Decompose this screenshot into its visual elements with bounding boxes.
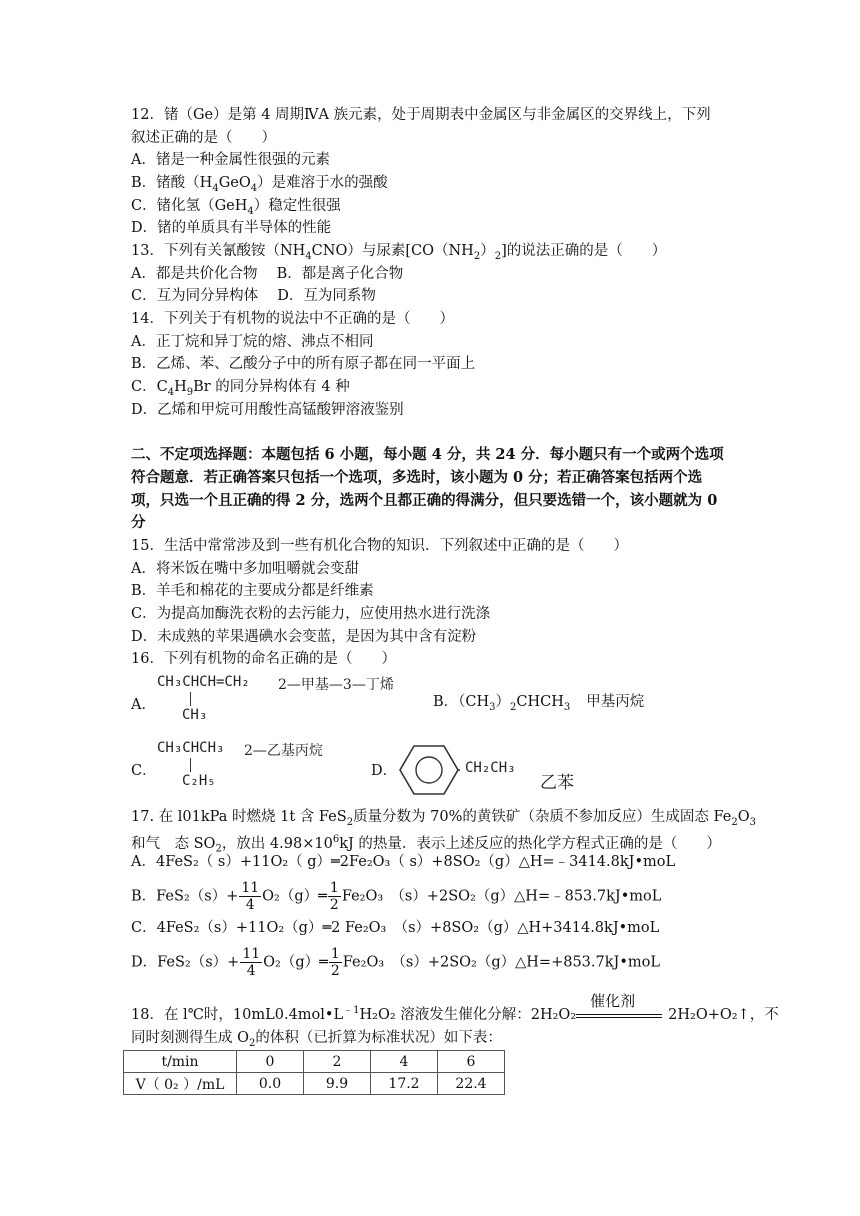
catalyst-label: 催化剂 bbox=[590, 991, 636, 1010]
fraction bbox=[240, 946, 262, 979]
q12-stem-line1: 12．锗（Ge）是第 4 周期ⅣA 族元素，处于周期表中金属区与非金属区的交界线上，下列 bbox=[131, 107, 711, 123]
sub: 2 bbox=[249, 1037, 256, 1049]
table-cell: 9.9 bbox=[304, 1073, 371, 1095]
q16-d-name: 乙苯 bbox=[540, 773, 574, 793]
sup: 6 bbox=[332, 834, 340, 845]
fraction-den: 2 bbox=[330, 963, 340, 979]
section2-line1: 二、不定项选择题：本题包括 6 小题，每小题 4 分，共 24 分．每小题只有一个或两个选项 bbox=[131, 446, 724, 463]
table-cell: t/min bbox=[124, 1051, 237, 1073]
q18-stem-line1 bbox=[131, 991, 779, 1025]
table-row bbox=[124, 1073, 505, 1095]
q16-b-pre: B．（CH bbox=[433, 694, 490, 710]
sub: 2 bbox=[494, 250, 502, 262]
fraction-num: 11 bbox=[242, 946, 261, 962]
arrow-line-top bbox=[576, 1014, 662, 1015]
q17-option-b bbox=[131, 880, 661, 913]
q17-stem2-pre: 和气 态 SO bbox=[131, 835, 216, 852]
q16-b-name: 甲基丙烷 bbox=[586, 694, 645, 710]
q16-c-branch: C₂H₅ bbox=[182, 773, 216, 789]
q17-stem2-post: kJ 的热量．表示上述反应的热化学方程式正确的是（ ） bbox=[339, 835, 721, 852]
table-row bbox=[124, 1051, 505, 1073]
table-cell: 22.4 bbox=[438, 1073, 505, 1095]
q17-stem1-mid: 质量分数为 70%的黄铁矿（杂质不参加反应）生成固态 Fe bbox=[353, 809, 732, 825]
q15-option-b: B．羊毛和棉花的主要成分都是纤维素 bbox=[131, 583, 374, 599]
table-cell: 0.0 bbox=[237, 1073, 304, 1095]
q17-stem2-mid: ，放出 4.98×10 bbox=[221, 835, 333, 852]
table-cell: V（ 0₂ ）/mL bbox=[124, 1073, 237, 1095]
q18-stem1-mid: H₂O₂ 溶液发生催化分解：2H₂O₂ bbox=[359, 1006, 577, 1023]
arrow-line-bottom bbox=[576, 1017, 662, 1018]
sub: 2 bbox=[731, 816, 738, 828]
q15-option-c: C．为提高加酶洗衣粉的去污能力，应使用热水进行洗涤 bbox=[131, 606, 491, 622]
q18-stem2-pre: 同时刻测得生成 O bbox=[131, 1030, 249, 1046]
q13-stem-mid2: ） bbox=[480, 243, 495, 259]
table-cell: 17.2 bbox=[371, 1073, 438, 1095]
catalyst-arrow bbox=[576, 991, 662, 1025]
sub: 4 bbox=[212, 182, 219, 194]
sub: 3 bbox=[563, 701, 571, 713]
q12-c-post: ）稳定性很强 bbox=[253, 198, 341, 214]
q16-b-tail: CHCH bbox=[516, 694, 564, 710]
q12-c-pre: C．锗化氢（GeH bbox=[131, 198, 248, 214]
q17-b-pre: B．FeS₂（s）+ bbox=[131, 888, 239, 905]
fraction bbox=[239, 880, 261, 913]
q16-a-formula: CH₃CHCH=CH₂ bbox=[157, 674, 250, 690]
q17-d-post: Fe₂O₃ （s）+2SO₂（g）△H=+853.7kJ•moL bbox=[342, 954, 660, 971]
q17-option-c: C．4FeS₂（s）+11O₂（g）═2 Fe₂O₃ （s）+8SO₂（g）△H+3414.8kJ•moL bbox=[131, 920, 660, 936]
q15-option-a: A．将米饭在嘴中多加咀嚼就会变甜 bbox=[131, 561, 359, 577]
q12-option-a: A．锗是一种金属性很强的元素 bbox=[131, 152, 330, 168]
q16-a-branch: CH₃ bbox=[182, 707, 208, 723]
fraction-num: 1 bbox=[329, 880, 339, 896]
q15-stem: 15．生活中常常涉及到一些有机化合物的知识．下列叙述中正确的是（ ） bbox=[131, 538, 628, 554]
q14-option-d: D．乙烯和甲烷可用酸性高锰酸钾溶液鉴别 bbox=[131, 402, 404, 418]
q16-stem: 16．下列有机物的命名正确的是（ ） bbox=[131, 651, 396, 667]
table-cell: 2 bbox=[304, 1051, 371, 1073]
sub: 3 bbox=[749, 816, 756, 828]
section2-line2: 符合题意．若正确答案只包括一个选项，多选时，该小题为 0 分；若正确答案包括两个选 bbox=[131, 469, 703, 486]
q18-stem1-post: 2H₂O+O₂↑，不 bbox=[668, 1006, 779, 1023]
sub: 4 bbox=[247, 205, 254, 217]
q12-option-b bbox=[131, 173, 388, 199]
q14-stem: 14．下列关于有机物的说法中不正确的是（ ） bbox=[131, 311, 454, 327]
q18-data-table bbox=[123, 1050, 505, 1095]
q12-b-mid: GeO bbox=[218, 175, 251, 191]
sub: 4 bbox=[250, 182, 258, 194]
q16-a-bond bbox=[190, 692, 191, 706]
q13-options-ab: A．都是共价化合物 B．都是离子化合物 bbox=[131, 266, 404, 282]
fraction-den: 4 bbox=[245, 897, 255, 913]
sup: ﹣1 bbox=[343, 1005, 360, 1016]
q12-option-d: D．锗的单质具有半导体的性能 bbox=[131, 220, 332, 236]
sub: 4 bbox=[305, 250, 312, 262]
table-cell: 0 bbox=[237, 1051, 304, 1073]
sub: 2 bbox=[510, 701, 517, 713]
q13-options-cd: C．互为同分异构体 D．互为同系物 bbox=[131, 288, 376, 304]
q16-c-formula: CH₃CHCH₃ bbox=[157, 740, 225, 756]
q13-stem-post: ]的说法正确的是（ ） bbox=[501, 243, 667, 259]
q16-option-b bbox=[433, 692, 644, 718]
q17-stem-line1 bbox=[131, 807, 756, 833]
fraction-num: 11 bbox=[241, 880, 260, 896]
benzene-ring-icon bbox=[398, 744, 460, 796]
q16-a-name: 2—甲基—3—丁烯 bbox=[278, 677, 394, 693]
q16-d-group: CH₂CH₃ bbox=[465, 760, 516, 776]
q13-stem-pre: 13．下列有关氰酸铵（NH bbox=[131, 243, 306, 259]
q17-b-post: Fe₂O₃ （s）+2SO₂（g）△H=﹣853.7kJ•moL bbox=[341, 888, 662, 905]
q14-c-mid: H bbox=[174, 379, 187, 395]
q14-option-a: A．正丁烷和异丁烷的熔、沸点不相同 bbox=[131, 334, 374, 350]
sub: 3 bbox=[489, 701, 496, 713]
fraction-den: 4 bbox=[246, 963, 256, 979]
sub: 2 bbox=[346, 816, 354, 828]
sub: 9 bbox=[186, 386, 194, 398]
q16-b-post: ） bbox=[495, 694, 511, 710]
section2-line3: 项，只选一个且正确的得 2 分，选两个且都正确的得满分，但只要选错一个，该小题就为 0 bbox=[131, 492, 718, 509]
q15-option-d: D．未成熟的苹果遇碘水会变蓝，是因为其中含有淀粉 bbox=[131, 629, 477, 645]
q12-b-post: ）是难溶于水的强酸 bbox=[257, 175, 388, 191]
fraction-num: 1 bbox=[330, 946, 340, 962]
q14-option-c bbox=[131, 377, 350, 403]
sub: 4 bbox=[167, 386, 175, 398]
fraction-den: 2 bbox=[329, 897, 339, 913]
q17-d-pre: D．FeS₂（s）+ bbox=[131, 954, 240, 971]
q17-b-o2: O₂（g）═ bbox=[262, 888, 327, 905]
q17-stem1-o: O bbox=[737, 809, 750, 825]
q18-stem1-pre: 18．在 l℃时，10mL0.4mol•L bbox=[131, 1006, 344, 1023]
q17-d-o2: O₂（g）═ bbox=[263, 954, 328, 971]
q16-option-c-label: C． bbox=[131, 763, 157, 779]
q16-c-name: 2—乙基丙烷 bbox=[244, 743, 323, 759]
q12-stem-line2: 叙述正确的是（ ） bbox=[131, 130, 276, 146]
sub: 2 bbox=[473, 250, 481, 262]
fraction bbox=[328, 880, 341, 913]
sub: 2 bbox=[215, 843, 222, 855]
q18-stem2-post: 的体积（已折算为标准状况）如下表： bbox=[255, 1030, 502, 1046]
q14-option-b: B．乙烯、苯、乙酸分子中的所有原子都在同一平面上 bbox=[131, 356, 476, 372]
section2-line4: 分 bbox=[131, 514, 146, 531]
q16-option-a-label: A． bbox=[131, 697, 156, 713]
q16-option-d-label: D． bbox=[371, 763, 398, 779]
q16-c-bond bbox=[190, 758, 191, 772]
q12-b-pre: B．锗酸（H bbox=[131, 175, 213, 191]
q17-stem1-pre: 17. 在 l01kPa 时燃烧 1t 含 FeS bbox=[131, 809, 347, 825]
q14-c-pre: C．C bbox=[131, 379, 168, 395]
table-cell: 4 bbox=[371, 1051, 438, 1073]
q13-stem bbox=[131, 241, 666, 267]
q14-c-post: Br 的同分异构体有 4 种 bbox=[193, 379, 350, 395]
fraction bbox=[329, 946, 342, 979]
table-cell: 6 bbox=[438, 1051, 505, 1073]
q17-option-d bbox=[131, 946, 660, 979]
q13-stem-mid: CNO）与尿素[CO（NH bbox=[311, 243, 474, 259]
q17-option-a: A．4FeS₂（ s）+11O₂（ g）═2Fe₂O₃（ s）+8SO₂（g）△H=﹣3414.8kJ•moL bbox=[131, 854, 676, 870]
